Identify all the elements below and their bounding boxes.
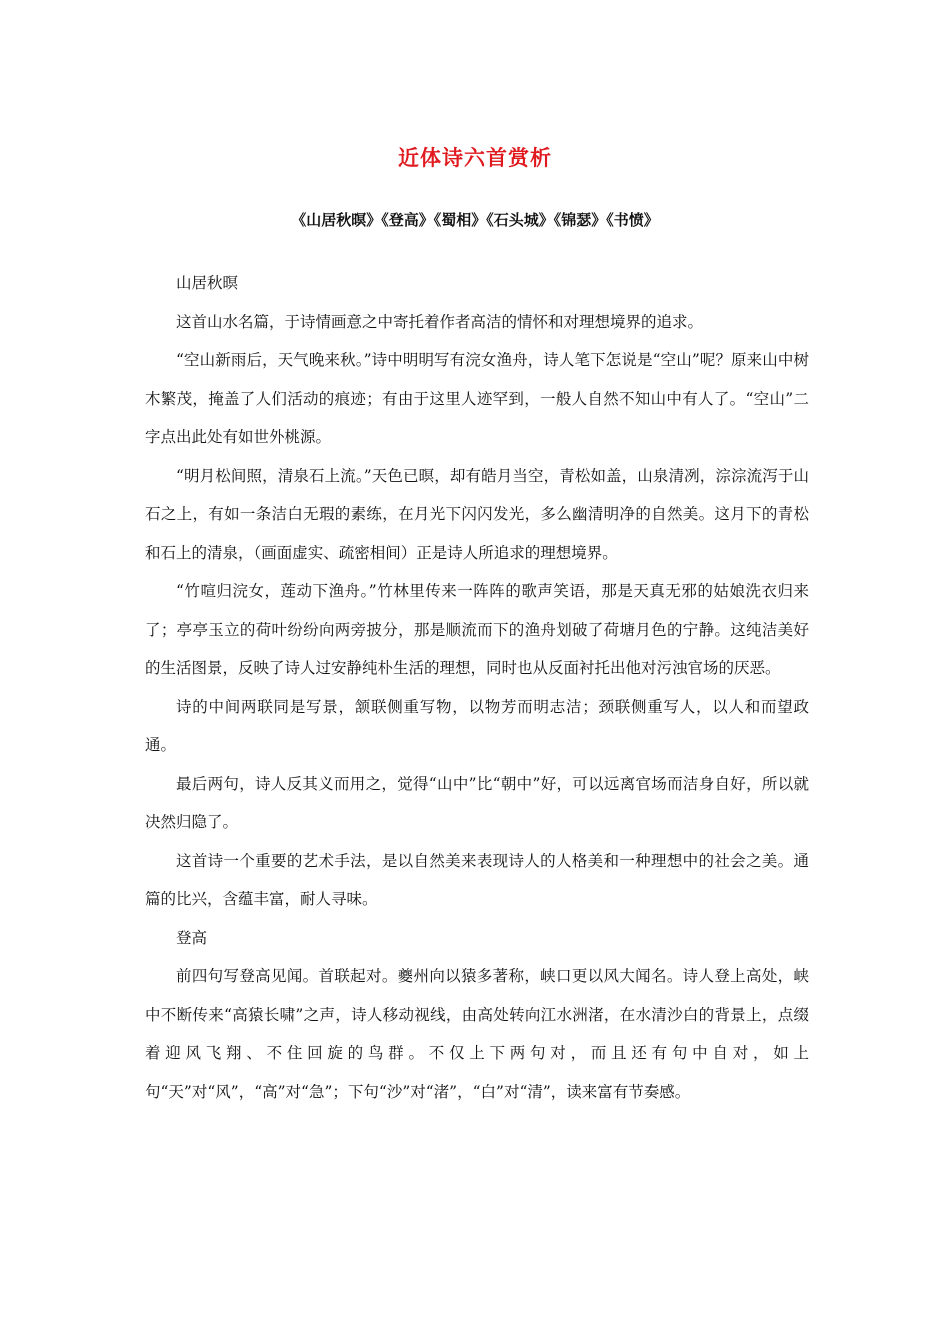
paragraph: “空山新雨后，天气晚来秋。”诗中明明写有浣女渔舟，诗人笔下怎说是“空山”呢？原来山中树木繁茂，掩盖了人们活动的痕迹；有由于这里人迹罕到，一般人自然不知山中有人了。“空山”二字点出此处有如世外桃源。 <box>145 351 809 446</box>
paragraph: “明月松间照，清泉石上流。”天色已暝，却有皓月当空，青松如盖，山泉清冽，淙淙流泻于山石之上，有如一条洁白无瑕的素练，在月光下闪闪发光，多么幽清明净的自然美。这月下的青松和石上的清泉，（画面虚实、疏密相间）正是诗人所追求的理想境界。 <box>145 466 809 562</box>
section-heading-shanju: 山居秋暝 <box>176 274 239 292</box>
paragraph: “竹喧归浣女，莲动下渔舟。”竹林里传来一阵阵的歌声笑语，那是天真无邪的姑娘洗衣归来了；亭亭玉立的荷叶纷纷向两旁披分，那是顺流而下的渔舟划破了荷塘月色的宁静。这纯洁美好的生活图景，反映了诗人过安静纯朴生活的理想，同时也从反面衬托出他对污浊官场的厌恶。 <box>145 582 809 677</box>
paragraph: 这首山水名篇，于诗情画意之中寄托着作者高洁的情怀和对理想境界的追求。 <box>176 312 704 331</box>
paragraph: 诗的中间两联同是写景，颔联侧重写物，以物芳而明志洁；颈联侧重写人，以人和而望政通。 <box>145 697 809 754</box>
document-title: 近体诗六首赏析 <box>398 145 552 170</box>
document-subtitle: 《山居秋暝》《登高》《蜀相》《石头城》《锦瑟》《书愤》 <box>291 211 659 229</box>
paragraph: 前四句写登高见闻。首联起对。夔州向以猿多著称，峡口更以风大闻名。诗人登上高处，峡中不断传来“高猿长啸”之声，诗人移动视线，由高处转向江水洲渚，在水清沙白的背景上，点缀着迎风飞翔、不住回旋的鸟群。不仅上下两句对，而且还有句中自对，如上句“天”对“风”，“高”对“急”；下句“沙”对“渚”，“白”对“清”，读来富有节奏感。 <box>145 967 809 1101</box>
section-heading-denggao: 登高 <box>176 928 208 947</box>
paragraph: 这首诗一个重要的艺术手法，是以自然美来表现诗人的人格美和一种理想中的社会之美。通篇的比兴，含蕴丰富，耐人寻味。 <box>145 851 809 908</box>
document-body <box>145 264 809 1111</box>
paragraph: 最后两句，诗人反其义而用之，觉得“山中”比“朝中”好，可以远离官场而洁身自好，所以就决然归隐了。 <box>145 774 809 831</box>
